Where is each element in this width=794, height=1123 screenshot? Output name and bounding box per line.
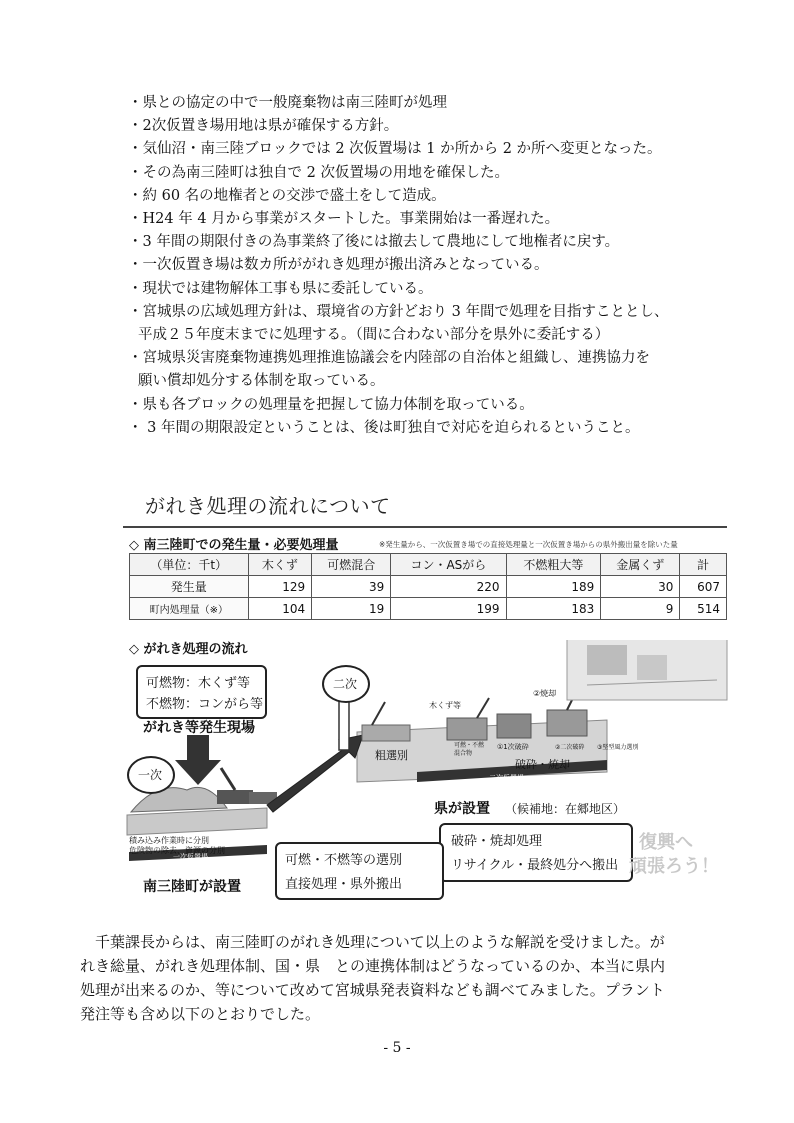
table-cell: 183 — [506, 598, 601, 620]
table-cell: 39 — [312, 576, 391, 598]
candidate-site-label: （候補地：在郷地区） — [505, 802, 626, 816]
crush-burn-label: 破砕・焼却 — [515, 758, 570, 771]
bullet-item: ・宮城県の広域処理方針は、環境省の方針どおり 3 年間で処理を目指すこととし、 平成２５年度末までに処理する。（間に合わない部分を県外に委託する） — [128, 303, 669, 344]
pile-note-2: 危険物の除去、資源の分別 — [129, 846, 225, 855]
site-box — [136, 665, 267, 719]
bullet-item: ・3 年間の期限付きの為事業終了後には撤去して農地にして地権者に戻す。 — [128, 234, 620, 251]
paragraph-line: れき総量、がれき処理体制、国・県 との連携体制はどうなっているのか、本当に県内 — [80, 957, 666, 975]
table-cell: 129 — [248, 576, 312, 598]
bullet-item: ・現状では建物解体工事も県に委託している。 — [128, 280, 433, 297]
bullet-item: ・気仙沼・南三陸ブロックでは 2 次仮置場は 1 か所から 2 か所へ変更となった。 — [128, 141, 662, 158]
bullet-item: ・その為南三陸町は独自で 2 次仮置場の用地を確保した。 — [128, 164, 509, 181]
table-row — [130, 576, 727, 598]
prefecture-box-line1: 破砕・焼却処理 — [451, 834, 543, 849]
debris-flow-figure — [117, 490, 729, 900]
mixed-label: 可燃・不燃混合物 — [454, 742, 485, 757]
table-cell: 189 — [506, 576, 601, 598]
table-cell: 30 — [601, 576, 680, 598]
section-generation-heading: ◇ 南三陸町での発生量・必要処理量 — [129, 538, 339, 553]
table-header: 可燃混合 — [312, 554, 391, 576]
table-cell: 607 — [680, 576, 727, 598]
bullet-item: ・県も各ブロックの処理量を把握して協力体制を取っている。 — [128, 396, 534, 413]
table-unit: （単位：千t） — [130, 554, 249, 576]
slogan-line1: 復興へ — [639, 832, 693, 853]
paragraph-line: 千葉課長からは、南三陸町のがれき処理について以上のような解説を受けました。が — [80, 933, 665, 951]
site1-bar-label: 一次仮置場 — [173, 853, 208, 861]
crush2-label: ②二次破砕 — [555, 744, 585, 751]
bullet-item: ・宮城県災害廃棄物連携処理推進協議会を内陸部の自治体と組織し、連携協力を 願い償却処分する体制を取っている。 — [128, 350, 650, 390]
table-header: 金属くず — [601, 554, 680, 576]
crush1-label: ①1次破砕 — [497, 743, 529, 751]
page-number: - 5 - — [383, 1040, 411, 1056]
town-box-line1: 可燃・不燃等の選別 — [285, 853, 403, 868]
site-label: がれき等発生現場 — [143, 720, 255, 736]
down-arrow-icon — [175, 735, 221, 785]
bullet-list — [128, 92, 748, 440]
town-label: 南三陸町が設置 — [143, 879, 241, 895]
bullet-item: ・一次仮置き場は数カ所ががれき処理が搬出済みとなっている。 — [128, 257, 549, 274]
slogan-line2: 頑張ろう！ — [629, 856, 719, 877]
row-label: 町内処理量（※） — [130, 598, 249, 620]
table-header: コン・ASがら — [391, 554, 506, 576]
rough-sorting-label: 粗選別 — [375, 749, 408, 762]
table-header: 計 — [680, 554, 727, 576]
prefecture-label: 県が設置 — [434, 801, 490, 817]
table-header-row — [130, 554, 727, 576]
figure-title: がれき処理の流れについて — [145, 494, 391, 518]
table-cell: 220 — [391, 576, 506, 598]
site1-ground — [127, 808, 267, 835]
bullet-item: ・H24 年 4 月から事業がスタートした。事業開始は一番遅れた。 — [128, 211, 560, 228]
stage1-label: 一次 — [138, 768, 163, 782]
bullet-item: ・県との協定の中で一般廃棄物は南三陸町が処理 — [128, 95, 447, 111]
bullet-item: ・ 3 年間の期限設定ということは、後は町独自で対応を迫られるということ。 — [128, 419, 640, 436]
table-cell: 9 — [601, 598, 680, 620]
town-box — [275, 842, 444, 900]
section-generation-note: ※発生量から、一次仮置き場での直接処理量と一次仮置き場からの県外搬出量を除いた量 — [379, 540, 678, 549]
table-header: 木くず — [248, 554, 312, 576]
bullet-item: ・2次仮置き場用地は県が確保する方針。 — [128, 118, 399, 135]
paragraph-line: 発注等も含め以下のとおりでした。 — [80, 1005, 321, 1023]
table-header: 不燃粗大等 — [506, 554, 601, 576]
site-box-line2: 不燃物：コンがら等 — [146, 697, 264, 712]
kikuzu-label: 木くず等 — [429, 701, 461, 710]
row-label: 発生量 — [130, 576, 249, 598]
incineration-label: ②焼却 — [533, 689, 557, 698]
stage2-label: 二次 — [333, 677, 358, 691]
prefecture-box — [439, 823, 633, 882]
paragraph-line: 処理が出来るのか、等について改めて宮城県発表資料なども調べてみました。プラント — [80, 981, 665, 999]
table-cell: 19 — [312, 598, 391, 620]
site2-bar-label: 二次仮置場 — [489, 774, 524, 782]
sort2-label: ③堅型風力選別 — [597, 744, 639, 751]
pile-note-1: 積み込み作業時に分別 — [129, 836, 209, 845]
excavator-icon — [217, 790, 253, 804]
table-cell: 514 — [680, 598, 727, 620]
section-flow-heading: ◇ がれき処理の流れ — [129, 642, 248, 657]
table-row — [130, 598, 727, 620]
figure-divider — [123, 526, 727, 528]
table-cell: 199 — [391, 598, 506, 620]
site-box-line1: 可燃物：木くず等 — [146, 676, 251, 691]
prefecture-box-line2: リサイクル・最終処分へ搬出 — [451, 858, 619, 873]
body-paragraph — [80, 930, 720, 1026]
stage1-circle — [127, 756, 175, 794]
generation-table — [129, 553, 727, 620]
bullet-item: ・約 60 名の地権者との交渉で盛土をして造成。 — [128, 187, 446, 204]
table-cell: 104 — [248, 598, 312, 620]
stage2-circle — [322, 665, 370, 703]
town-box-line2: 直接処理・県外搬出 — [285, 877, 403, 892]
